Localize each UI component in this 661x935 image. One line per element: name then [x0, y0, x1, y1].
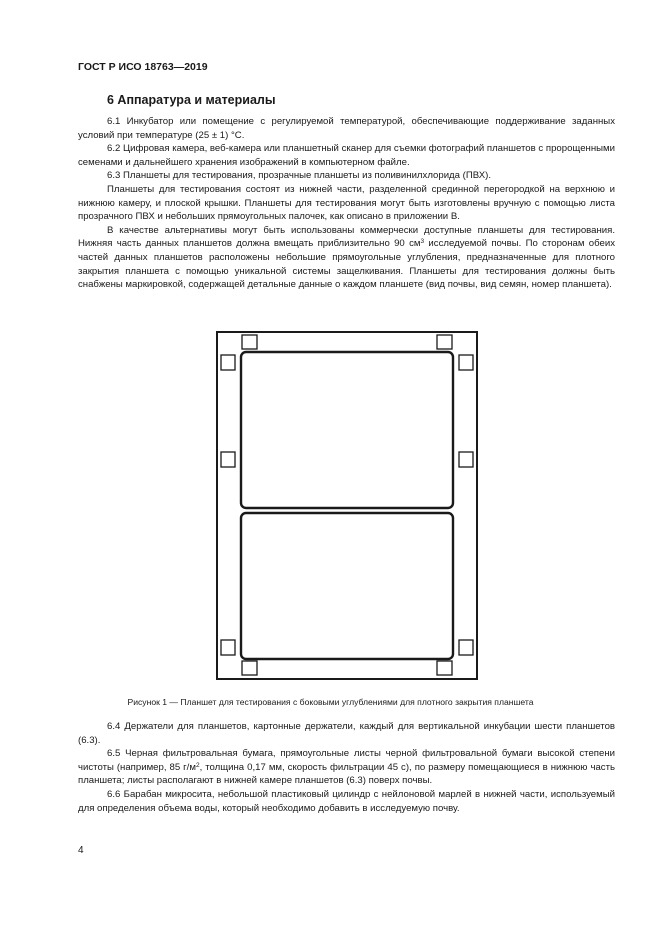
paragraph-6-3: 6.3 Планшеты для тестирования, прозрачные планшеты из поливинилхлорида (ПВХ).: [107, 170, 491, 182]
upper-chamber: [241, 352, 453, 508]
snap-recess: [242, 335, 257, 349]
paragraph-6-2: 6.2 Цифровая камера, веб-камера или планшетный сканер для съемки фотографий планшетов с пророщенными семенами и дальнейшего хранения изображений в компьютерном файле.: [78, 143, 615, 168]
figure-test-plate: [216, 331, 478, 680]
snap-recess: [459, 452, 473, 467]
plate-outer-frame: [217, 332, 477, 679]
figure-caption: Рисунок 1 — Планшет для тестирования с боковыми углублениями для плотного закрытия планшета: [127, 697, 534, 707]
paragraph-commercial-plates: [78, 224, 615, 292]
text-span: В качестве альтернативы могут быть использованы коммерчески доступные планшеты для тестирования. Нижняя часть данных планшетов должна вмещать приблизительно 90 см: [78, 224, 615, 250]
lower-chamber: [241, 513, 453, 659]
snap-recess: [459, 640, 473, 655]
text-span: исследуемой почвы. По сторонам обеих частей данных планшетов расположены небольшие прямоугольные углубления, предназначенные для плотного закрытия планшета с помощью уникальной системы защелкивания. Планшеты для тестирования должны быть снабжены маркировкой, содержащей детальные данные о каждом планшете (вид почвы, вид семян, номер планшета).: [78, 238, 616, 291]
page-number: 4: [78, 845, 84, 856]
body-text-bottom: [78, 720, 615, 815]
text-span: 6.5 Черная фильтровальная бумага, прямоугольные листы черной фильтровальной бумаги высокой степени чистоты (например, 85 г/м: [78, 748, 615, 773]
text-span: , толщина 0,17 мм, скорость фильтрации 45 с), по размеру помещающиеся в нижнюю часть планшета; листы располагают в нижней камере планшетов (6.3) поверх почвы.: [78, 761, 615, 787]
paragraph-6-1: 6.1 Инкубатор или помещение с регулируемой температурой, обеспечивающие поддерживание заданных условий при температуре (25 ± 1) °С.: [78, 116, 615, 141]
snap-recess: [221, 452, 235, 467]
body-text-top: [78, 115, 615, 292]
snap-recess: [437, 335, 452, 349]
snap-recess: [242, 661, 257, 675]
paragraph-6-5: [78, 747, 615, 788]
paragraph-6-6: 6.6 Барабан микросита, небольшой пластиковый цилиндр с нейлоновой марлей в нижней части, используемый для определения объема воды, который необходимо добавить в исследуемую почву.: [78, 788, 615, 814]
superscript: 2: [195, 761, 200, 769]
superscript: 3: [420, 238, 425, 246]
snap-recess: [437, 661, 452, 675]
snap-recess: [221, 355, 235, 370]
document-header: ГОСТ Р ИСО 18763—2019: [78, 61, 208, 73]
section-title: 6 Аппаратура и материалы: [107, 93, 276, 107]
snap-recess: [221, 640, 235, 655]
paragraph-plates-description: Планшеты для тестирования состоят из нижней части, разделенной срединной перегородкой на верхнюю и нижнюю камеру, и плоской крышки. Планшеты для тестирования могут быть изготовлены вручную с помощью листа прозрачного ПВХ и небольших прямоугольных палочек, как описано в приложении В.: [78, 183, 615, 223]
snap-recess: [459, 355, 473, 370]
paragraph-6-4: 6.4 Держатели для планшетов, картонные держатели, каждый для вертикальной инкубации шести планшетов (6.3).: [78, 721, 615, 746]
